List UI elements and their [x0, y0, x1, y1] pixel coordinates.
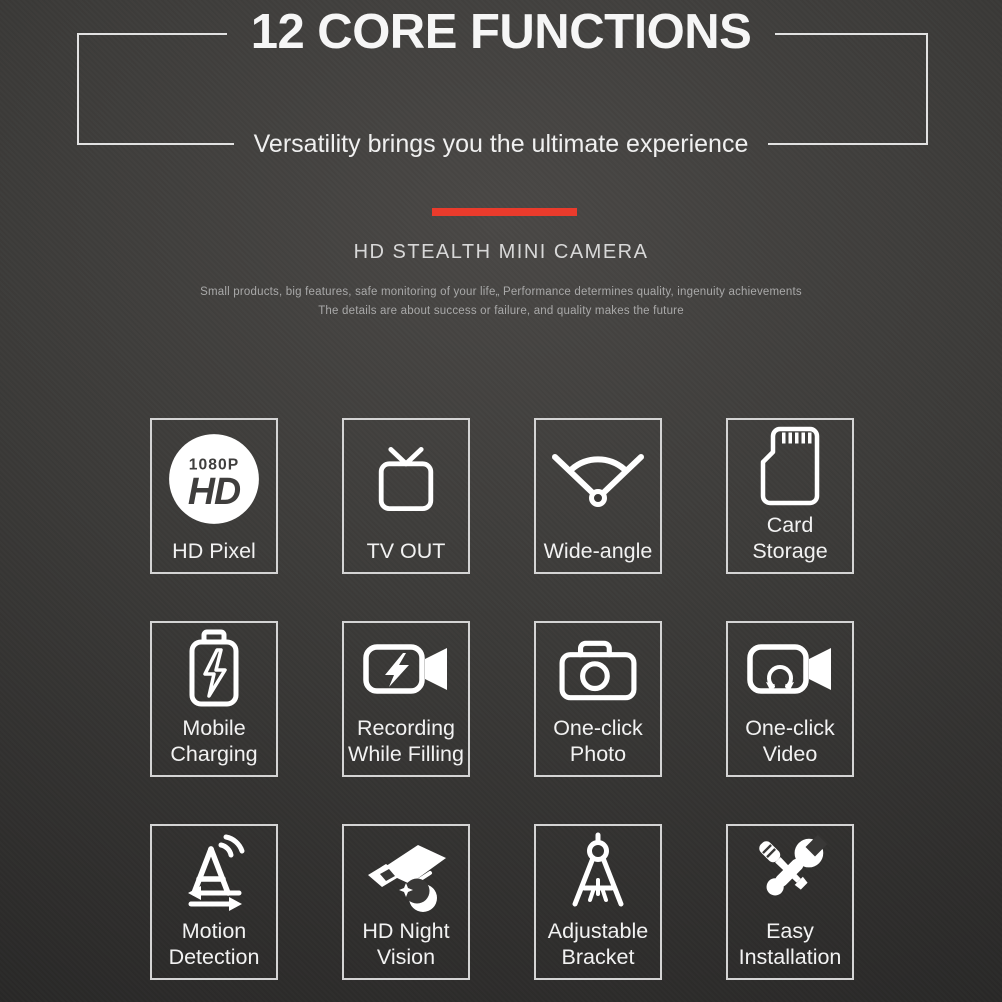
tagline-line2: The details are about success or failure, and quality makes the future: [318, 305, 684, 317]
sd-card-icon: [760, 426, 820, 506]
feature-label: Wide-angle: [543, 539, 653, 563]
feature-card-tv-out: [342, 418, 470, 574]
feature-card-motion-detection: [150, 824, 278, 980]
feature-card-card-storage: [726, 418, 854, 574]
wrench-glyph: [759, 829, 833, 903]
page-subtitle: Versatility brings you the ultimate experience: [253, 130, 749, 158]
feature-card-hd-night-vision: [342, 824, 470, 980]
feature-card-one-click-photo: [534, 621, 662, 777]
feature-label: HD Pixel: [172, 539, 256, 563]
camera-icon: [559, 637, 637, 701]
cctv-night-icon: [360, 830, 452, 914]
hd-1080p-badge-icon: [167, 432, 261, 526]
tools-icon: [747, 829, 833, 915]
feature-label: Recording While Filling: [348, 716, 464, 766]
feature-label: HD Night Vision: [362, 919, 450, 969]
wide-angle-icon: [548, 448, 648, 510]
compass-bracket-icon: [559, 832, 637, 912]
red-accent-bar: [432, 208, 577, 216]
feature-card-adjustable-bracket: [534, 824, 662, 980]
feature-label: One-click Video: [745, 716, 835, 766]
feature-card-mobile-charging: [150, 621, 278, 777]
feature-card-one-click-video: [726, 621, 854, 777]
badge-top-text: 1080P: [188, 456, 240, 474]
feature-label: Motion Detection: [168, 919, 260, 969]
antenna-motion-icon: [174, 833, 254, 911]
feature-label: TV OUT: [366, 539, 446, 563]
feature-card-recording-while-filling: [342, 621, 470, 777]
product-heading: HD STEALTH MINI CAMERA: [353, 241, 649, 263]
feature-card-wide-angle: [534, 418, 662, 574]
feature-card-easy-installation: [726, 824, 854, 980]
feature-grid: [150, 418, 854, 980]
feature-label: Adjustable Bracket: [547, 919, 649, 969]
badge-main-text: HD: [187, 470, 241, 513]
tv-icon: [370, 443, 442, 515]
camcorder-loop-icon: [747, 640, 833, 698]
camcorder-charging-icon: [363, 640, 449, 698]
feature-label: Mobile Charging: [170, 716, 258, 766]
page-title: 12 CORE FUNCTIONS: [250, 5, 752, 59]
tagline-line1: Small products, big features, safe monitoring of your life„ Performance determines quality, ingenuity achievements: [200, 286, 802, 298]
feature-label: Easy Installation: [738, 919, 842, 969]
feature-card-hd-pixel: [150, 418, 278, 574]
feature-label: One-click Photo: [553, 716, 643, 766]
battery-charging-icon: [179, 628, 249, 710]
feature-label: Card Storage: [752, 513, 828, 563]
